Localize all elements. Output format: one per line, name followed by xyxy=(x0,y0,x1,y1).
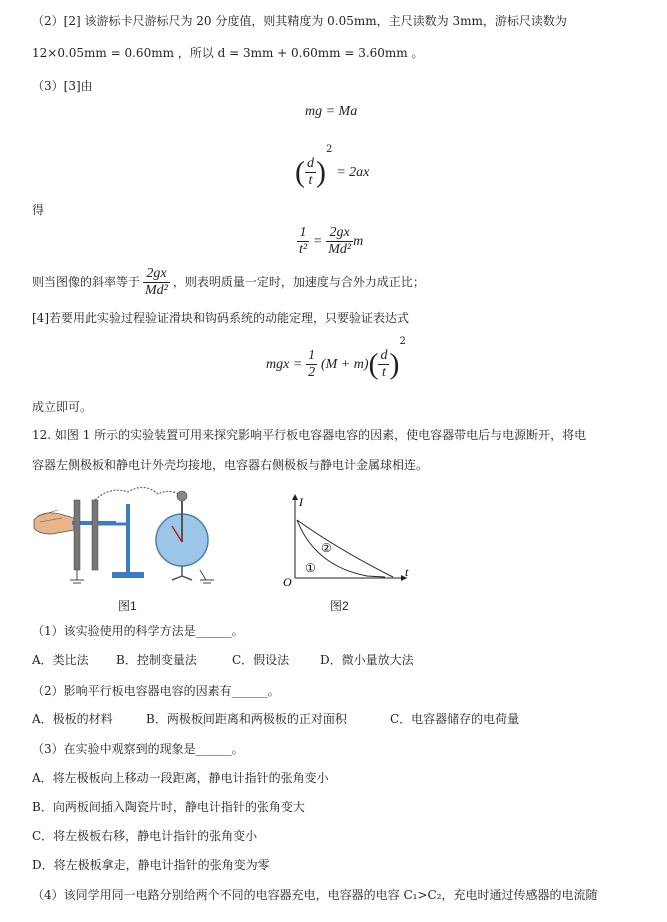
y-axis-label: I xyxy=(299,495,303,509)
sub1-option-c[interactable]: C．假设法 xyxy=(232,653,290,667)
wire xyxy=(95,487,182,500)
equation-4: mgx = $\frac{1}{2}$ (M + m)( $\frac{d}{t}$ )$^2$ xyxy=(266,336,406,381)
sub1-option-b[interactable]: B．控制变量法 xyxy=(116,653,197,667)
sub3-option-a[interactable]: A．将左极板向上移动一段距离，静电计指针的张角变小 xyxy=(32,771,329,785)
p2-line1: （2）[2] 该游标卡尺游标尺为 20 分度值，则其精度为 0.05mm，主尺读数为 3mm，游标尺读数为 xyxy=(32,14,567,28)
p4-line: [4]若要用此实验过程验证滑块和钩码系统的动能定理，只要验证表达式 xyxy=(32,311,410,325)
equation-1: mg = Ma xyxy=(305,104,358,119)
sub3-option-c[interactable]: C．将左极板右移，静电计指针的张角变小 xyxy=(32,829,258,843)
sub1-question: （1）该实验使用的科学方法是______。 xyxy=(32,624,244,638)
sub2-option-a[interactable]: A．极板的材料 xyxy=(32,712,113,726)
q12-line1: 12. 如图 1 所示的实验装置可用来探究影响平行板电容器电容的因素，使电容器带电后与电源断开，将电 xyxy=(32,428,587,442)
left-plate xyxy=(74,500,80,570)
figure-2-caption: 图2 xyxy=(330,599,349,613)
sub3-option-b[interactable]: B．向两板间插入陶瓷片时，静电计指针的张角变大 xyxy=(32,800,305,814)
figure-1-apparatus xyxy=(32,480,222,590)
q12-line2: 容器左侧极板和静电计外壳均接地，电容器右侧极板与静电计金属球相连。 xyxy=(32,458,429,472)
p3-intro: （3）[3]由 xyxy=(32,79,93,93)
equation-3: $\frac{1}{\text{t²}}$ = $\frac{2gx}{\text{Md²}}$ m xyxy=(299,225,364,257)
sub3-option-d[interactable]: D．将左极板拿走，静电计指针的张角变为零 xyxy=(32,858,270,872)
p3-end: 成立即可。 xyxy=(32,400,93,414)
origin-label: O xyxy=(283,575,292,589)
equation-2: ( $\frac{d}{t}$ )$^2$ = 2ax xyxy=(295,144,370,189)
right-plate xyxy=(92,500,98,570)
sub4-question: （4）该同学用同一电路分别给两个不同的电容器充电，电容器的电容 C₁>C₂，充电时通过传感器的电流随 xyxy=(32,888,598,902)
sub2-option-c[interactable]: C．电容器储存的电荷量 xyxy=(390,712,520,726)
sub2-question: （2）影响平行板电容器电容的因素有______。 xyxy=(32,684,280,698)
slope-line: 则当图像的斜率等于 $\frac{2gx}{\text{Md²}}$ ，则表明质量一定时，加速度与合外力成正比； xyxy=(32,266,425,298)
sub1-option-a[interactable]: A．类比法 xyxy=(32,653,89,667)
figure-1-caption: 图1 xyxy=(118,599,137,613)
curve-1-label: ① xyxy=(305,561,316,575)
de-label: 得 xyxy=(32,203,45,217)
sub1-option-d[interactable]: D．微小量放大法 xyxy=(320,653,414,667)
sub2-option-b[interactable]: B．两极板间距离和两极板的正对面积 xyxy=(146,712,347,726)
x-axis-label: t xyxy=(405,565,409,579)
sub3-question: （3）在实验中观察到的现象是______。 xyxy=(32,742,244,756)
curve-2-label: ② xyxy=(321,541,332,555)
p2-line2: 12×0.05mm = 0.60mm ，所以 d = 3mm + 0.60mm = 3.60mm 。 xyxy=(32,46,424,60)
stand-base xyxy=(112,572,144,578)
figure-2-graph xyxy=(275,490,415,590)
hand-icon xyxy=(34,513,74,534)
metal-ball xyxy=(177,491,187,501)
